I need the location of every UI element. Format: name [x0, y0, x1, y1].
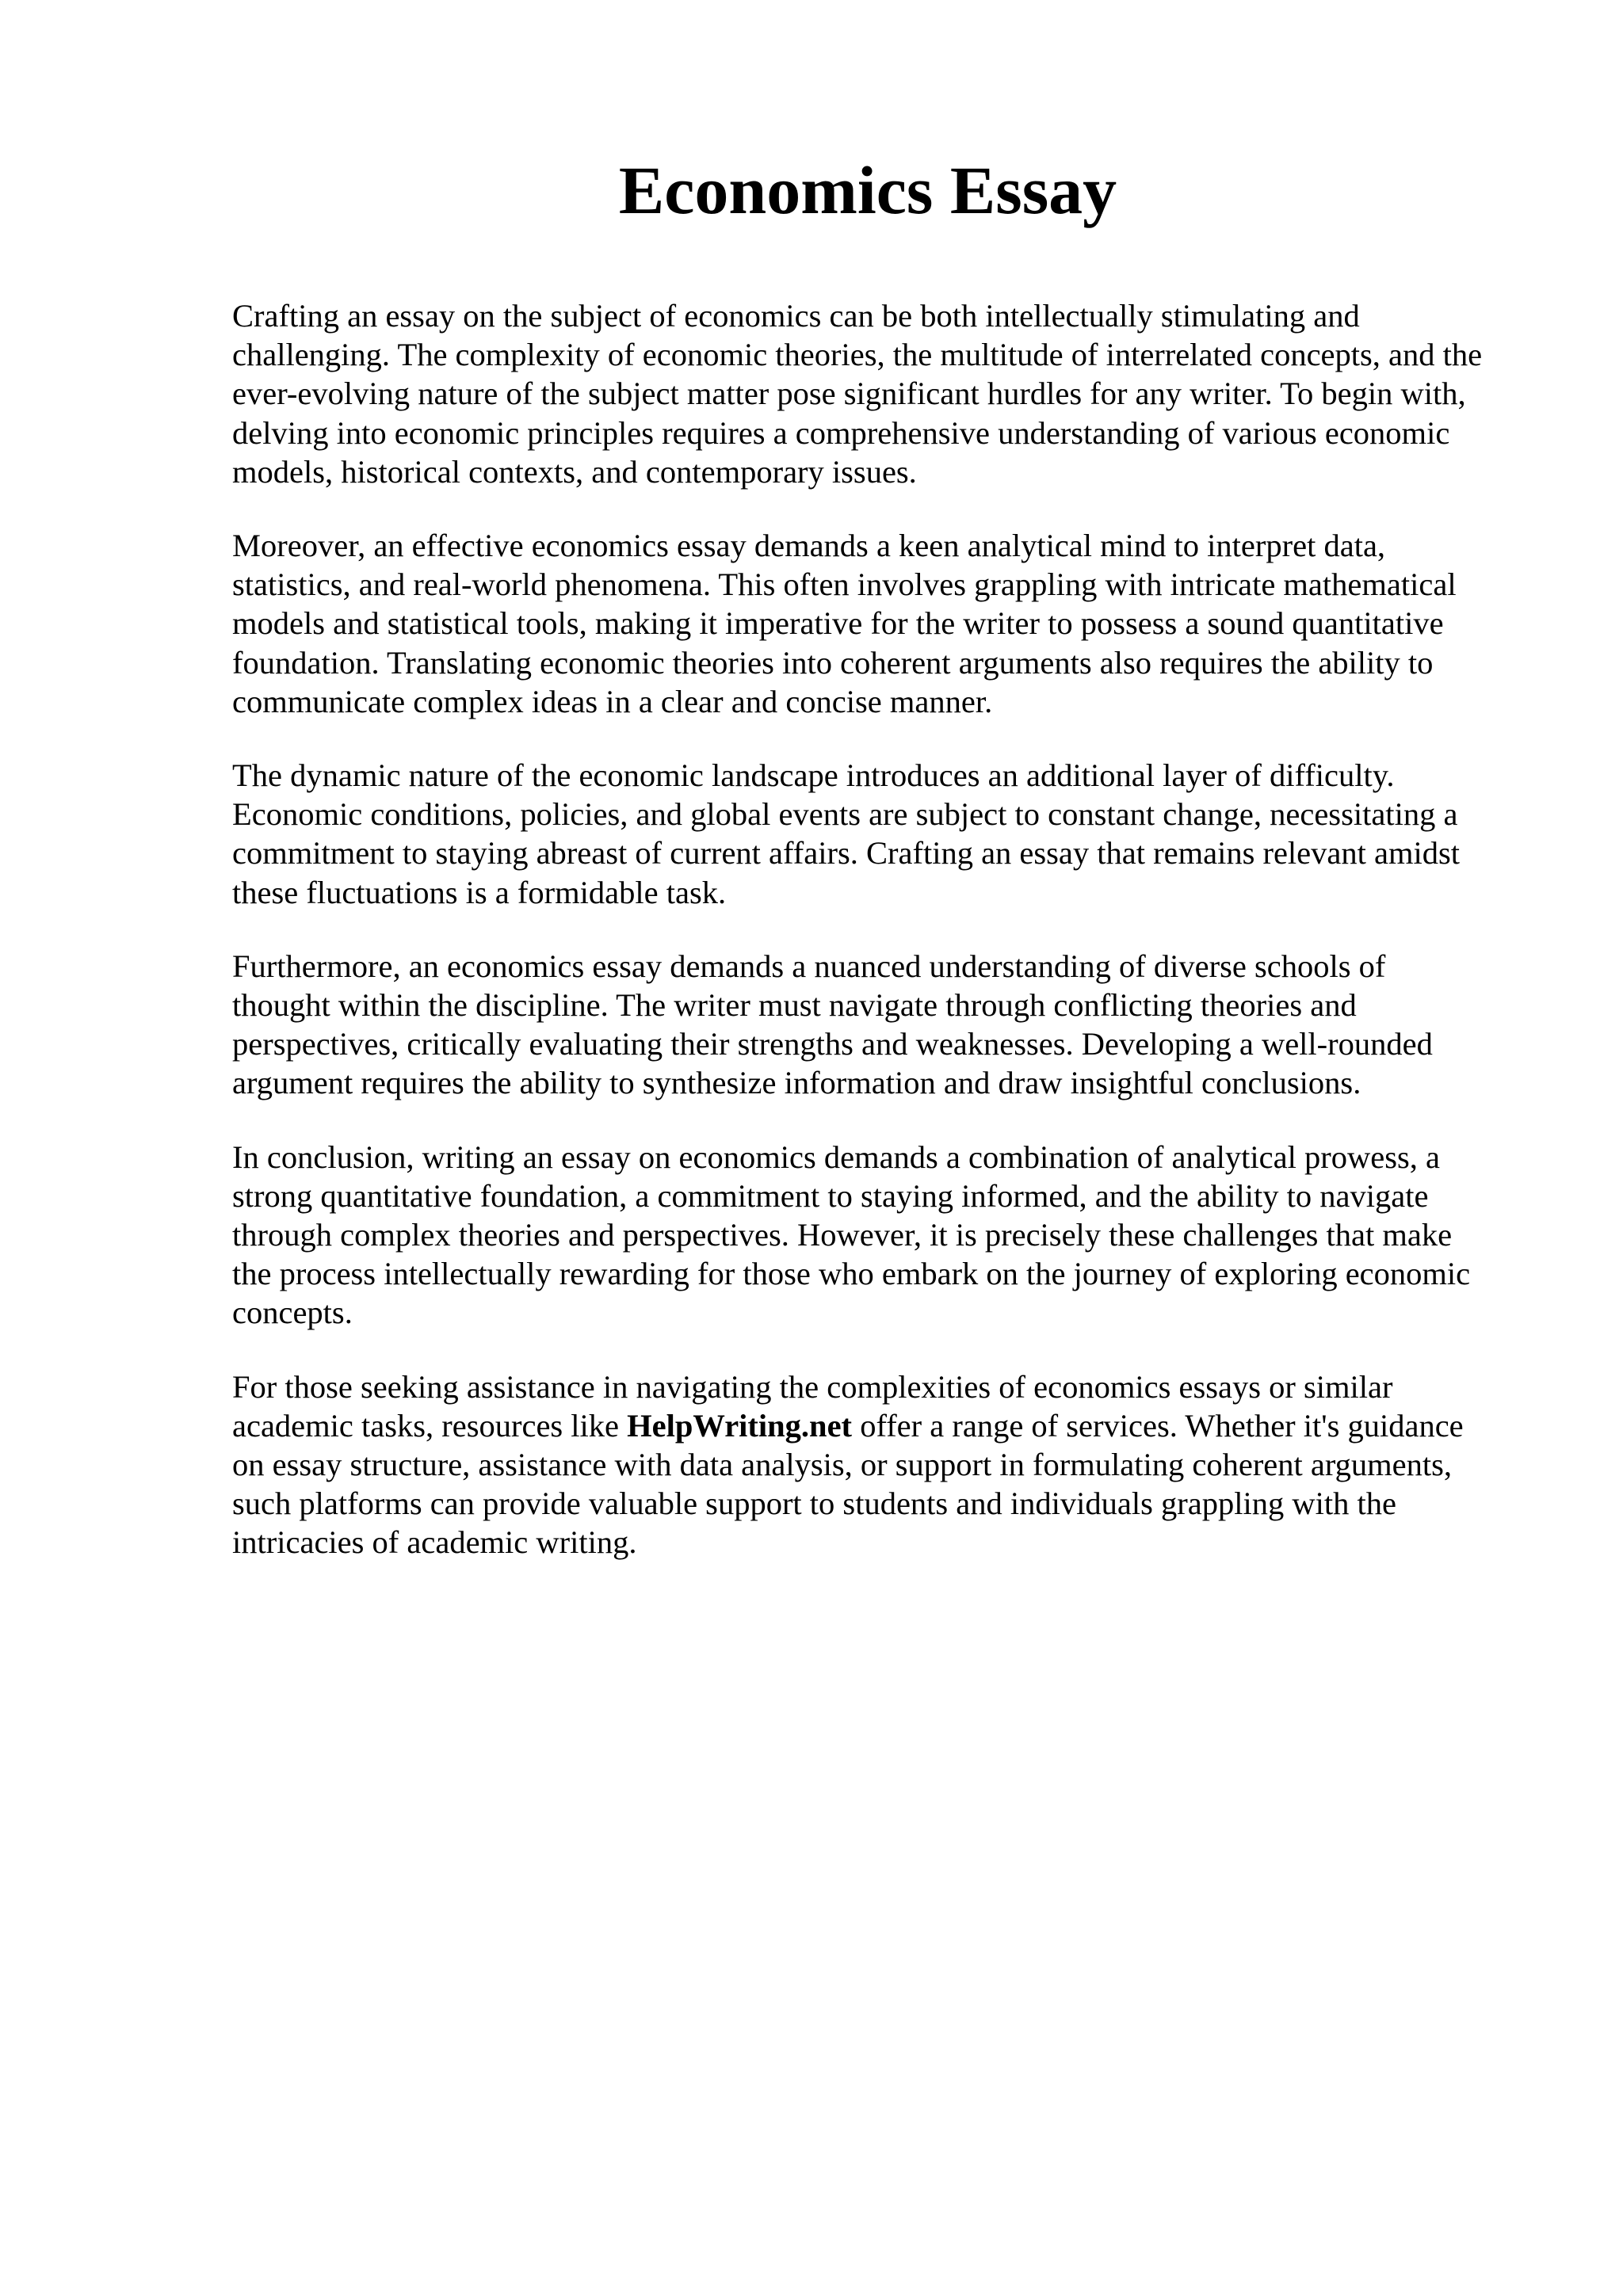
paragraph-3: The dynamic nature of the economic landscape introduces an additional layer of difficulty. Economic conditions, policies, and global events are subject to constant change, necessitating a commitment to staying abreast of current affairs. Crafting an essay that remains relevant amidst these fluctuations is a formidable task.	[232, 757, 1461, 910]
paragraph-6-text-before: For those seeking assistance in navigating the complexities of economics essays or similar academic tasks, resources like	[232, 1368, 1393, 1444]
paragraph-5: In conclusion, writing an essay on economics demands a combination of analytical prowess, a strong quantitative foundation, a commitment to staying informed, and the ability to navigate through complex theories and perspectives. However, it is precisely these challenges that make the process intellectually rewarding for those who embark on the journey of exploring economic concepts.	[232, 1138, 1471, 1331]
paragraph-6	[232, 1367, 1540, 1562]
essay-body	[232, 296, 1540, 1597]
paragraph-2: Moreover, an effective economics essay demands a keen analytical mind to interpret data, statistics, and real-world phenomena. This often involves grappling with intricate mathematical models and statistical tools, making it imperative for the writer to possess a sound quantitative foundation. Translating economic theories into coherent arguments also requires the ability to communicate complex ideas in a clear and concise manner.	[232, 528, 1457, 719]
paragraph-4: Furthermore, an economics essay demands a nuanced understanding of diverse schools of thought within the discipline. The writer must navigate through conflicting theories and perspectives, critically evaluating their strengths and weaknesses. Developing a well-rounded argument requires the ability to synthesize information and draw insightful conclusions.	[232, 948, 1433, 1101]
paragraph-6-text-after: offer a range of services. Whether it's guidance on essay structure, assistance with data analysis, or support in formulating coherent arguments, such platforms can provide valuable support to students and individuals grappling with the intricacies of academic writing.	[232, 1407, 1464, 1561]
paragraph-1: Crafting an essay on the subject of economics can be both intellectually stimulating and challenging. The complexity of economic theories, the multitude of interrelated concepts, and the ever-evolving nature of the subject matter pose significant hurdles for any writer. To begin with, delving into economic principles requires a comprehensive understanding of various economic models, historical contexts, and contemporary issues.	[232, 298, 1483, 490]
brand-link[interactable]: HelpWriting.net	[627, 1407, 853, 1444]
page-title: Economics Essay	[618, 152, 1117, 228]
